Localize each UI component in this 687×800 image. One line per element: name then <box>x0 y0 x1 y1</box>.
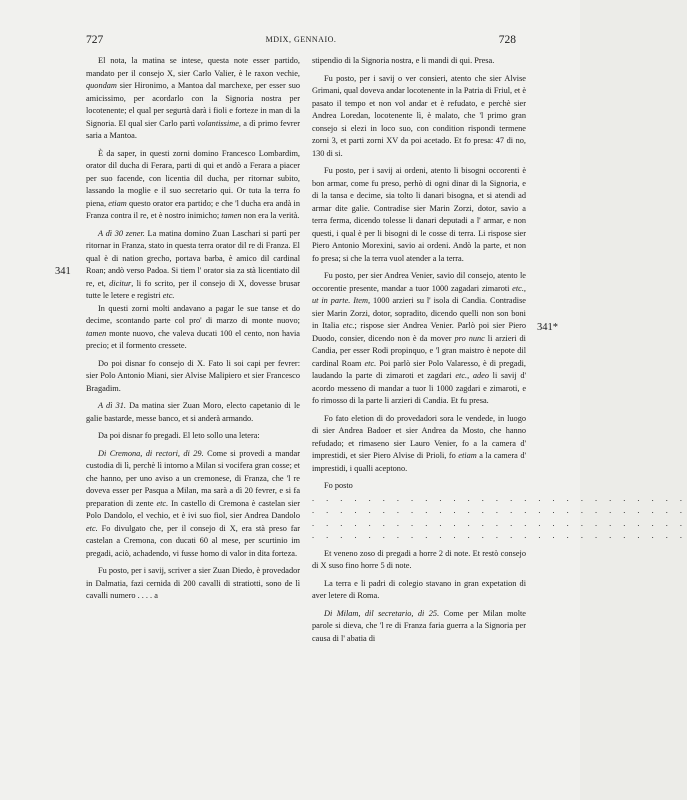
paragraph: Et veneno zoso di pregadi a horre 2 di note. Et restò consejo di X suso fino horre 5 di note. <box>312 548 526 570</box>
ellipsis-line: . . . . . . . . . . . . . . . . . . . . . . . . . . . <box>312 518 687 528</box>
paragraph: Fo posto <box>324 481 353 490</box>
margin-note-left: 341 <box>55 266 71 277</box>
paragraph: La terra e li padri di colegio stavano in gran expetation di aver letere di Roma. <box>312 578 526 600</box>
paragraph: Fo fato eletion di do provedadori sora le vendede, in luogo di sier Andrea Badoer et sier Andrea da Mosto, che hanno refudado; et rimaseno sier Lauro Venier, fo a la camera d' imprestidi, et sier Piero Alvise di Prioli, fo etiam a la camera d' imprestidi, i qualli aceptono. <box>312 413 526 473</box>
paragraph: Fu posto, per i savij ai ordeni, atento li bisogni occorenti è bon armar, come fu preso, perhò di ogni dinar di la Signoria, e di la tansa e decime, sia tolto li danari bisogna, et si atendi ad armar dite galie. Contradise sier Marin Zorzi, dotor, savio a terra ferma, dicendo tolesse li danari deputadi a l' armar, e non questi, i qual è per li bisogni di le cosse di terra. Li rispose sier Piero Antonio Morexini, savio ai ordeni. Andò la parte, et non fo presa; si che la terra vuol atender a la terra. <box>312 166 526 263</box>
paragraph: È da saper, in questi zorni domino Francesco Lombardim, orator dil ducha di Ferara, parti di qui et andò a Ferara a piacer per suo facende, con licentia dil ducha, per ritornar subito, lassando la moglie e il suo secretario qui. Or tuta la terra fo piena, etiam questo orator era partido; e che 'l ducha era andà in Franza contra il re, et è nostro inimicho; tamen non era la verità. <box>86 148 300 220</box>
ellipsis-line: . . . . . . . . . . . . . . . . . . . . . . . . . . . <box>312 493 687 503</box>
paragraph: Di Cremona, di rectori, di 29. Come si provedi a mandar custodia di lì, perchè lì intorno a Milan si vocifera gran cosse; et che hanno, per uno aviso a un cremonese, di Franza, che 'l re doveva esser per Pasqua a Milan, ma sarà a dì 20 fevrer, e si fa preparation di zente etc. In castello di Cremona è castelan sier Polo Dandolo, el vechio, et è ivi suo fiol, sier Andrea Dandolo etc. Fo divulgato che, per il consejo di X, era stà preso far castelan a Cremona, con ducati 60 al mese, per scurtinio im pregadi, aciò, achadendo, vi fusse homo di valor in dita forteza. <box>86 448 300 558</box>
margin-note-right: 341* <box>537 322 558 333</box>
paragraph: Fu posto, per sier Andrea Venier, savio dil consejo, atento le occorentie presente, mandar a tuor 1000 zagadari zimaroti etc., ut in parte. Item, 1000 arzieri su l' isola di Candia. Contradise sier Marin Zorzi, dotor, sopradito, dicendo quelli non son boni in Italia etc.; rispose sier Andrea Venier. Parlò poi sier Piero Duodo, consier, dicendo non è da mover pro nunc li arzieri di Candia, per esser Rodi propinquo, e 'l gran maistro è nepote dil cardinal Roam etc. Poi parlò sier Polo Valaresso, è di pregadi, laudando la parte di zimaroti et zagdari etc., adeo li savij d' acordo messeno di mandar a tuor li 1000 zagdari e zimaroti, e fo rimosso di la parte li arzieri di Candia. Et fu presa. <box>312 271 527 405</box>
paragraph: A dì 31. Da matina sier Zuan Moro, electo capetanio di le galie bastarde, messe banco, et si anderà armando. <box>86 401 300 423</box>
ellipsis-line: . . . . . . . . . . . . . . . . . . . . . . . . . . . <box>312 531 687 540</box>
running-title: MDIX, GENNAIO. <box>265 35 337 44</box>
paragraph: In questi zorni molti andavano a pagar le sue tanse et do decime, scontando parte col pro' di marzo di monte nuovo; tamen monte nuovo, che valeva ducati 100 el cento, non havia precio; et il formento cressete. <box>86 303 300 350</box>
paragraph: Do poi disnar fo consejo di X. Fato li soi capi per fevrer: sier Polo Antonio Miani, sier Alvise Malipiero et sier Francesco Bragadim. <box>86 358 300 393</box>
paragraph: Fu posto, per i savij o ver consieri, atento che sier Alvise Grimani, qual doveva andar locotenente in la Patria di Friul, et è pasato il tempo et non vol andar et è refudato, e perchè sier Andrea Loredan, locotenente lì, è malato, che 'l primo gran consejo si elezi in loco suo, con condition rispondi termene zorni 3, et parti zorni XV da poi acetado. Et fo presa: 47 di no, 130 di si. <box>312 73 526 158</box>
paragraph: Di Milam, dil secretario, di 25. Come per Milan molte parole si dieva, che 'l re di Franza faria guerra a la Signoria per causa di l' abatia di <box>312 608 526 643</box>
page-number-left: 727 <box>86 34 104 46</box>
left-column <box>86 55 300 775</box>
paragraph: Fu posto, per i savij, scriver a sier Zuan Diedo, è provedador in Dalmatia, fazi cernida di 200 cavalli di stratiotti, sono de lì cavalli numero . . . . a <box>86 566 300 600</box>
paragraph: A dì 30 zener. La matina domino Zuan Laschari si partì per ritornar in Franza, stato in questa terra orator dil re di Franza. El qual è di nation grecho, portava barba, è amico dil cardinal Roan; andò verso Padoa. Si tiem l' orator sia za stà licentiato dil re, et, dicitur, li fo scrito, per il consejo di X, dovesse brusar tutte le letere e registri etc. <box>86 228 300 300</box>
paragraph: Da poi disnar fo pregadi. El leto sollo una letera: <box>98 431 260 440</box>
running-header <box>86 34 516 48</box>
ellipsis-line: . . . . . . . . . . . . . . . . . . . . . . . . . . . <box>312 506 687 515</box>
paragraph: El nota, la matina se intese, questa note esser partido, mandato per il consejo X, sier Carlo Valier, è le raxon vechie, quondam sier Hironimo, a Mantoa dal marchexe, per esser suo amicissimo, per acordarlo con la Signoria nostra per locotenente; el qual per segurtà darà i fioli e forteze in man di la Signoria. El qual sier Carlo partì volantissime, a dì primo fevrer saria a Mantoa. <box>86 56 300 140</box>
page-number-right: 728 <box>498 34 516 46</box>
paragraph: stipendio di la Signoria nostra, e li mandi di qui. Presa. <box>312 56 495 65</box>
